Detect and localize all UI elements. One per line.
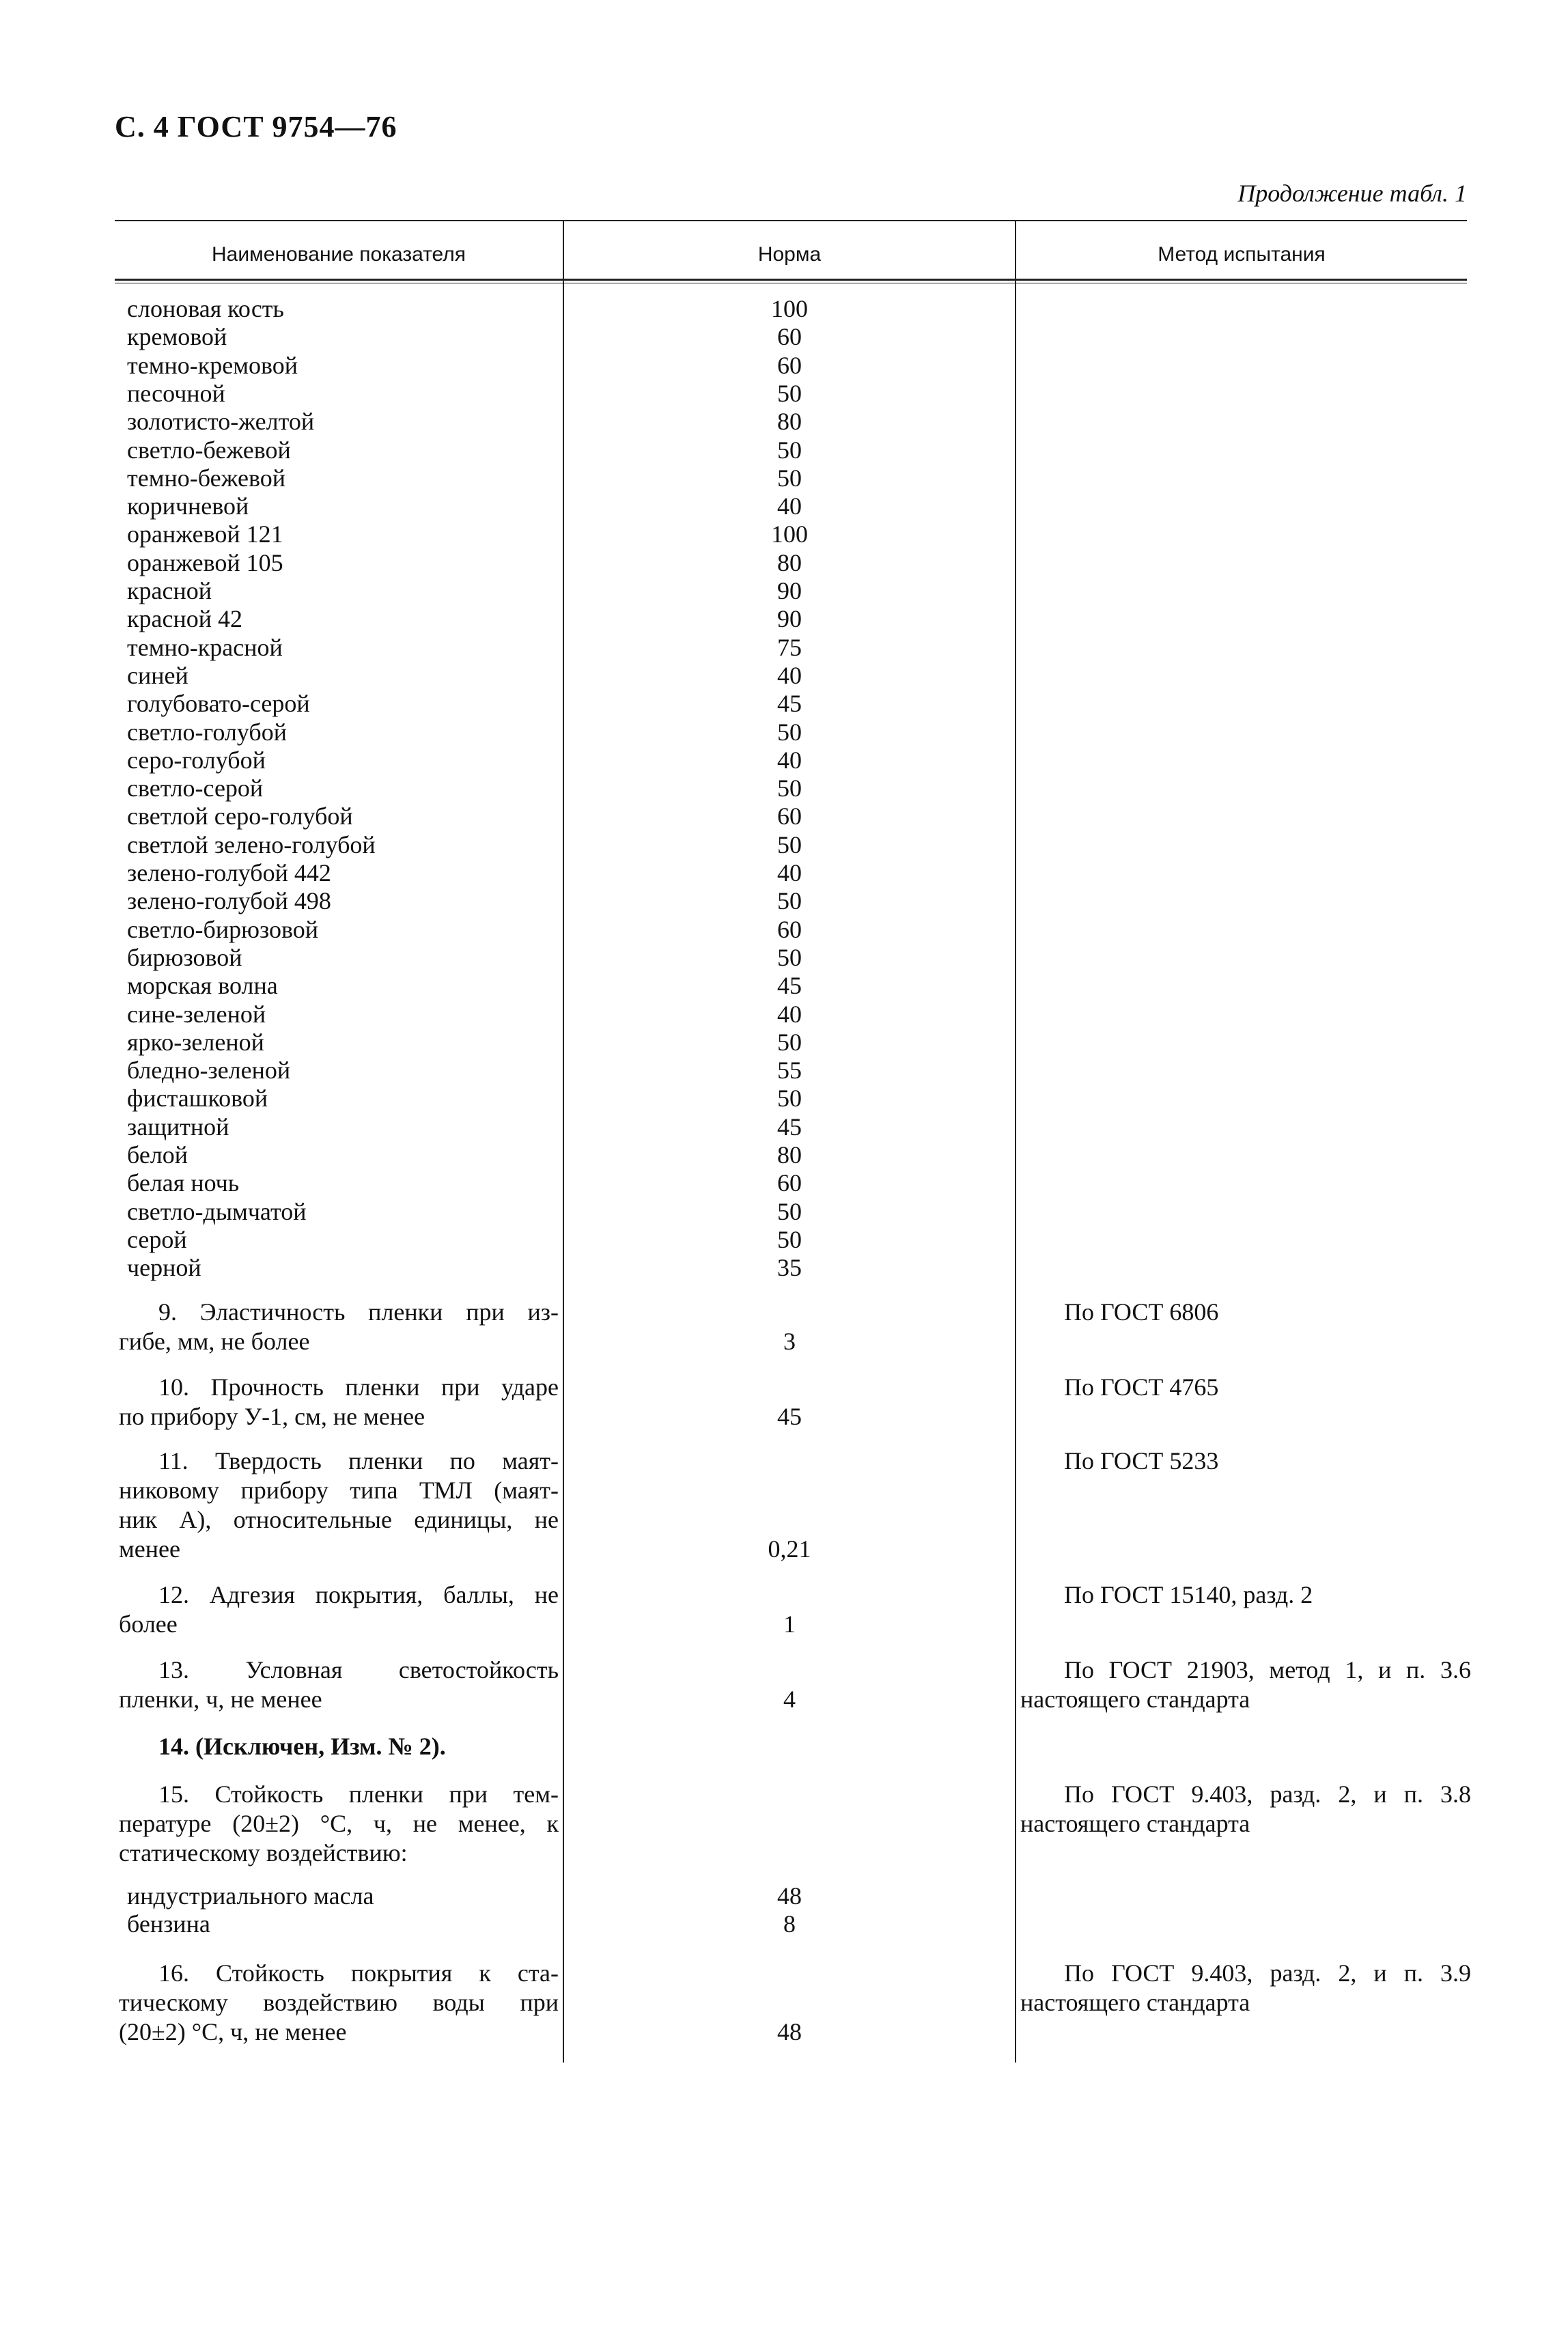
text-line: пературе (20±2) °С, ч, не менее, к	[119, 1810, 559, 1837]
method-line: По ГОСТ 9.403, разд. 2, и п. 3.9	[1064, 1959, 1471, 1987]
color-name: светло-бежевой	[127, 436, 291, 464]
item-13-norm: 4	[783, 1686, 796, 1713]
item-15-sub-2-norm: 8	[783, 1910, 796, 1938]
color-norm: 40	[777, 492, 802, 520]
color-norm: 40	[777, 746, 802, 774]
color-name: светлой зелено-голубой	[127, 830, 376, 858]
item-12-method: По ГОСТ 15140, разд. 2	[1064, 1581, 1313, 1608]
color-name: синей	[127, 661, 188, 689]
color-norm: 40	[777, 859, 802, 886]
color-name: серо-голубой	[127, 746, 266, 774]
color-norm: 45	[777, 690, 802, 718]
color-norm: 60	[777, 323, 802, 351]
column-divider-1	[563, 220, 564, 2063]
color-name: защитной	[127, 1113, 229, 1141]
text-line: 12. Адгезия покрытия, баллы, не	[158, 1581, 559, 1608]
color-norm: 60	[777, 351, 802, 379]
color-norm: 45	[777, 1113, 802, 1141]
color-norm: 50	[777, 887, 802, 915]
text-line: менее	[119, 1535, 180, 1563]
color-name: светлой серо-голубой	[127, 802, 353, 830]
item-11-method: По ГОСТ 5233	[1064, 1447, 1219, 1475]
item-10-norm: 45	[777, 1403, 802, 1430]
color-norm: 50	[777, 379, 802, 407]
text-line: статическому воздействию:	[119, 1839, 408, 1867]
text-line: по прибору У-1, см, не менее	[119, 1403, 425, 1430]
color-norm: 60	[777, 915, 802, 943]
color-name: золотисто-желтой	[127, 408, 315, 436]
color-name: белой	[127, 1141, 188, 1169]
column-header-norm: Норма	[757, 243, 822, 266]
column-header-method: Метод испытания	[1158, 243, 1326, 266]
color-name: ярко-зеленой	[127, 1028, 264, 1056]
color-norm: 40	[777, 661, 802, 689]
table-header-rule	[115, 279, 1467, 281]
color-norm: 50	[777, 1085, 802, 1113]
color-name: темно-кремовой	[127, 351, 298, 379]
text-line: 16. Стойкость покрытия к ста-	[158, 1959, 559, 1987]
item-15-name	[119, 1780, 559, 1868]
color-norm: 55	[777, 1057, 802, 1085]
color-name: коричневой	[127, 492, 249, 520]
color-norm: 50	[777, 774, 802, 802]
color-name: оранжевой 105	[127, 548, 283, 576]
text-line: ник А), относительные единицы, не	[119, 1506, 559, 1533]
item-10-name	[119, 1373, 559, 1431]
color-norm: 100	[771, 520, 808, 548]
color-norm: 80	[777, 1141, 802, 1169]
text-line: 15. Стойкость пленки при тем-	[158, 1780, 559, 1808]
item-11-norm: 0,21	[768, 1535, 811, 1563]
color-name: морская волна	[127, 972, 278, 1000]
text-line: тическому воздействию воды при	[119, 1989, 559, 2016]
color-name: голубовато-серой	[127, 690, 310, 718]
method-line: настоящего стандарта	[1020, 1989, 1250, 2016]
color-norm: 35	[777, 1254, 802, 1282]
color-name: белая ночь	[127, 1169, 240, 1197]
color-norm: 50	[777, 436, 802, 464]
item-16-name	[119, 1959, 559, 2047]
item-16-norm: 48	[777, 2018, 802, 2045]
color-name: бирюзовой	[127, 943, 242, 971]
item-12-name	[119, 1580, 559, 1639]
method-line: По ГОСТ 9.403, разд. 2, и п. 3.8	[1064, 1780, 1471, 1808]
color-name: слоновая кость	[127, 295, 284, 322]
page-header: С. 4 ГОСТ 9754—76	[115, 110, 397, 143]
item-11-name	[119, 1446, 559, 1564]
item-15-sub-1-norm: 48	[777, 1882, 802, 1910]
color-norm: 50	[777, 1197, 802, 1225]
color-norm: 50	[777, 1225, 802, 1253]
color-norm: 75	[777, 633, 802, 661]
text-line: 11. Твердость пленки по маят-	[158, 1447, 559, 1475]
color-norm: 80	[777, 548, 802, 576]
text-line: 13. Условная светостойкость	[158, 1656, 559, 1683]
color-norm: 50	[777, 464, 802, 492]
color-norm: 60	[777, 802, 802, 830]
color-name: красной	[127, 577, 212, 604]
color-norm: 80	[777, 408, 802, 436]
color-name: темно-бежевой	[127, 464, 285, 492]
color-norm: 40	[777, 1000, 802, 1028]
color-name: светло-голубой	[127, 718, 287, 746]
color-name: светло-серой	[127, 774, 264, 802]
color-name: светло-бирюзовой	[127, 915, 319, 943]
color-name: кремовой	[127, 323, 227, 351]
color-name: песочной	[127, 379, 225, 407]
color-norm: 100	[771, 295, 808, 322]
text-line: пленки, ч, не менее	[119, 1686, 322, 1713]
column-header-name: Наименование показателя	[212, 243, 466, 266]
method-line: настоящего стандарта	[1020, 1686, 1250, 1713]
method-line: настоящего стандарта	[1020, 1810, 1250, 1837]
text-line: гибе, мм, не более	[119, 1328, 310, 1355]
item-12-norm: 1	[783, 1610, 796, 1638]
color-name: светло-дымчатой	[127, 1197, 307, 1225]
item-15-sub-1-name: индустриального масла	[127, 1882, 374, 1910]
table-continuation-label: Продолжение табл. 1	[1237, 180, 1467, 207]
color-norm: 90	[777, 605, 802, 633]
item-14-excluded: 14. (Исключен, Изм. № 2).	[158, 1733, 446, 1760]
color-name: фисташковой	[127, 1085, 268, 1113]
color-name: бледно-зеленой	[127, 1057, 291, 1085]
color-name: зелено-голубой 498	[127, 887, 331, 915]
item-9-name	[119, 1298, 559, 1356]
color-name: зелено-голубой 442	[127, 859, 331, 886]
column-divider-2	[1015, 220, 1016, 2063]
item-15-sub-2-name: бензина	[127, 1910, 210, 1938]
color-name: черной	[127, 1254, 201, 1282]
item-10-method: По ГОСТ 4765	[1064, 1373, 1219, 1401]
item-9-method: По ГОСТ 6806	[1064, 1298, 1219, 1326]
text-line: более	[119, 1610, 178, 1638]
color-norm: 50	[777, 1028, 802, 1056]
color-norm: 50	[777, 830, 802, 858]
text-line: (20±2) °С, ч, не менее	[119, 2018, 347, 2045]
item-13-method	[1020, 1655, 1471, 1714]
color-norm: 90	[777, 577, 802, 604]
color-name: сине-зеленой	[127, 1000, 266, 1028]
color-norm: 50	[777, 943, 802, 971]
color-norm: 60	[777, 1169, 802, 1197]
text-line: 10. Прочность пленки при ударе	[158, 1373, 559, 1401]
color-name: красной 42	[127, 605, 242, 633]
item-13-name	[119, 1655, 559, 1714]
text-line: никовому прибору типа ТМЛ (маят-	[119, 1477, 559, 1504]
color-norm: 45	[777, 972, 802, 1000]
item-16-method	[1020, 1959, 1471, 2017]
item-15-method	[1020, 1780, 1471, 1839]
color-name: темно-красной	[127, 633, 283, 661]
color-name: серой	[127, 1225, 187, 1253]
item-9-norm: 3	[783, 1328, 796, 1355]
color-norm: 50	[777, 718, 802, 746]
text-line: 9. Эластичность пленки при из-	[158, 1298, 559, 1326]
table-top-rule	[115, 220, 1467, 221]
method-line: По ГОСТ 21903, метод 1, и п. 3.6	[1064, 1656, 1471, 1683]
color-name: оранжевой 121	[127, 520, 283, 548]
